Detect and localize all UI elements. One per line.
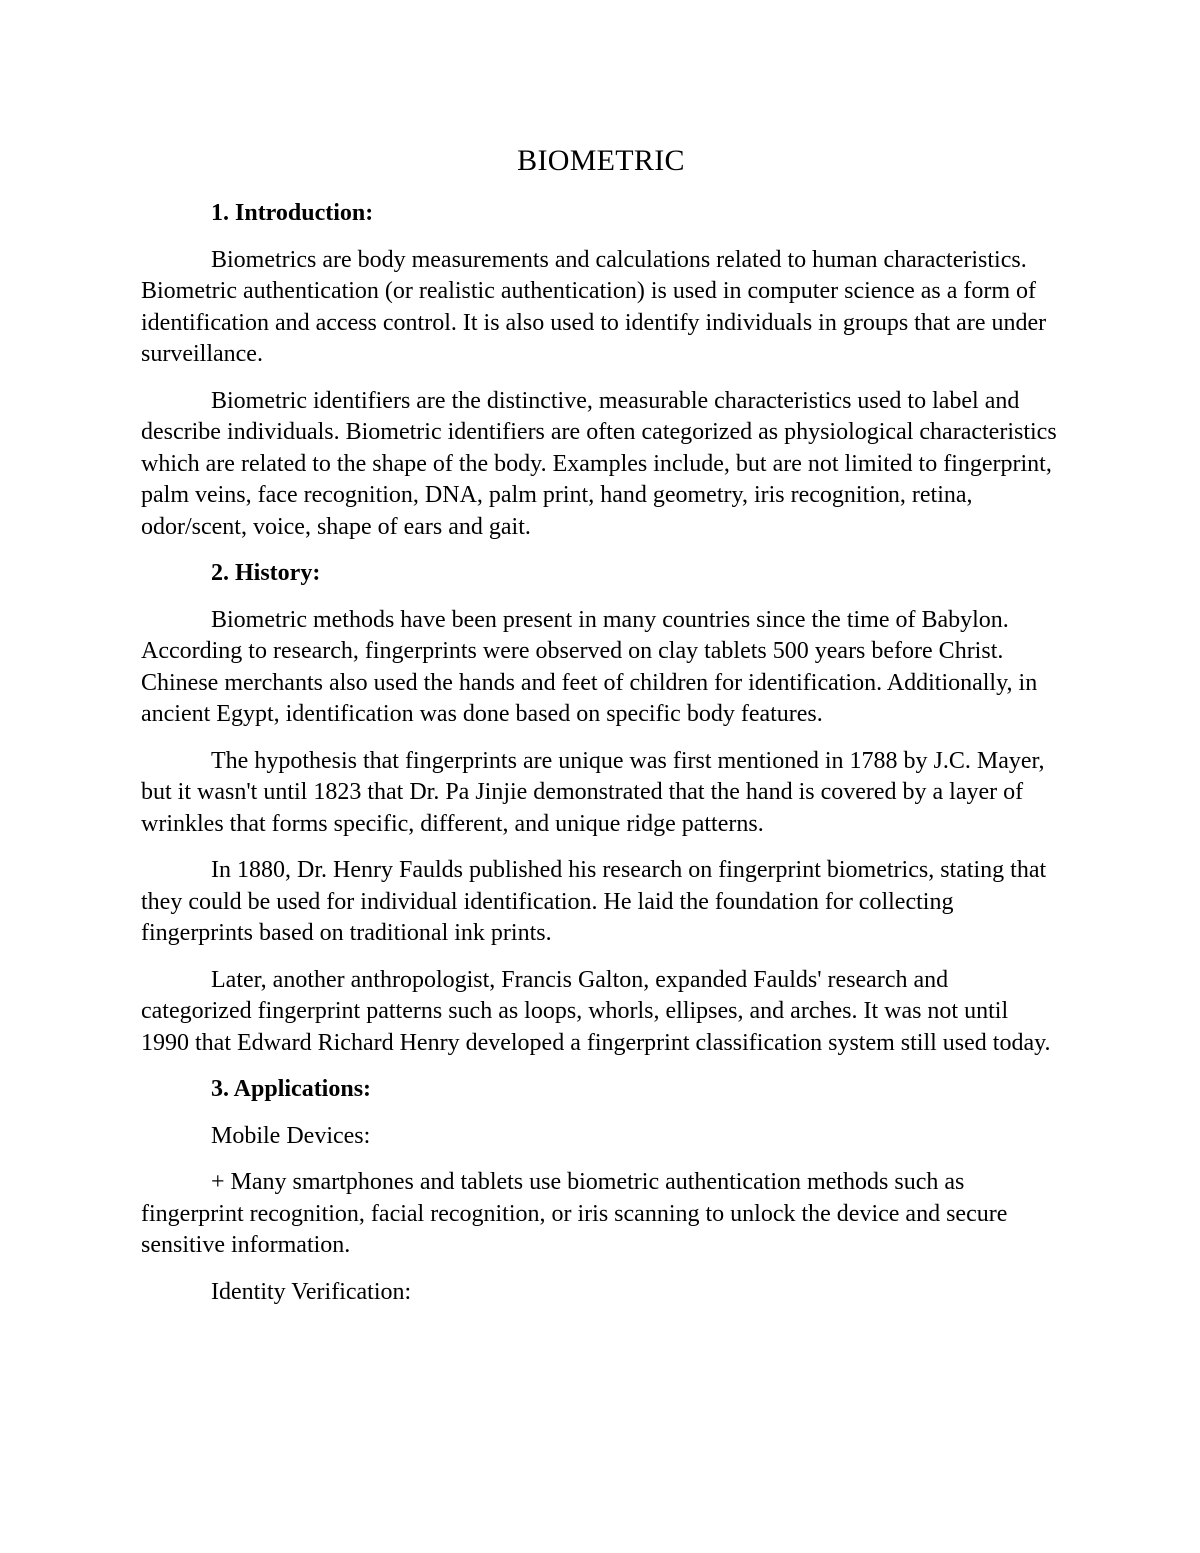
document-title: BIOMETRIC — [517, 144, 685, 177]
section-heading-history: 2. History: — [211, 560, 321, 586]
subsection-label-identity-verification: Identity Verification: — [211, 1278, 412, 1305]
paragraph: The hypothesis that fingerprints are unique was first mentioned in 1788 by J.C. Mayer, but it wasn't until 1823 that Dr. Pa Jinjie demonstrated that the hand is covered by a layer of wrinkles that forms specific, different, and unique ridge patterns. — [141, 747, 1045, 837]
paragraph: In 1880, Dr. Henry Faulds published his research on fingerprint biometrics, stating that they could be used for individual identification. He laid the foundation for collecting fingerprints based on traditional ink prints. — [141, 857, 1047, 946]
document-body — [141, 143, 1061, 1323]
subsection-label-mobile-devices: Mobile Devices: — [211, 1122, 371, 1149]
paragraph: + Many smartphones and tablets use biometric authentication methods such as fingerprint recognition, facial recognition, or iris scanning to unlock the device and secure sensitive information. — [141, 1169, 1008, 1258]
paragraph: Biometric methods have been present in many countries since the time of Babylon. According to research, fingerprints were observed on clay tablets 500 years before Christ. Chinese merchants also used the hands and feet of children for identification. Additionally, in ancient Egypt, identification was done based on specific body features. — [141, 606, 1038, 727]
paragraph: Biometrics are body measurements and calculations related to human characteristics. Biometric authentication (or realistic authentication) is used in computer science as a form of identification and access control. It is also used to identify individuals in groups that are under surveillance. — [141, 246, 1047, 367]
paragraph: Biometric identifiers are the distinctive, measurable characteristics used to label and describe individuals. Biometric identifiers are often categorized as physiological characteristics which are related to the shape of the body. Examples include, but are not limited to fingerprint, palm veins, face recognition, DNA, palm print, hand geometry, iris recognition, retina, odor/scent, voice, shape of ears and gait. — [141, 387, 1057, 540]
section-heading-introduction: 1. Introduction: — [211, 200, 374, 226]
section-heading-applications: 3. Applications: — [211, 1076, 372, 1102]
paragraph: Later, another anthropologist, Francis Galton, expanded Faulds' research and categorized fingerprint patterns such as loops, whorls, ellipses, and arches. It was not until 1990 that Edward Richard Henry developed a fingerprint classification system still used today. — [141, 966, 1051, 1056]
